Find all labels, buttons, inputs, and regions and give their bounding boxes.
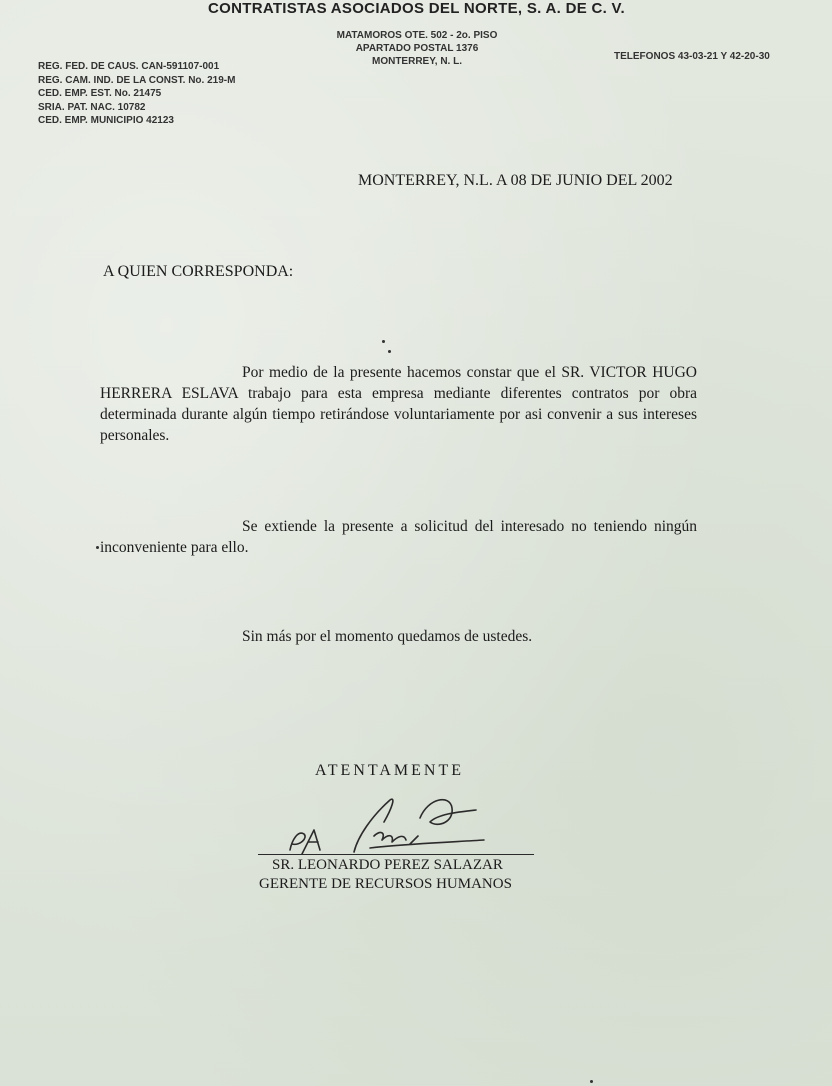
address-line: APARTADO POSTAL 1376	[355, 43, 479, 54]
body-paragraph-1	[100, 362, 697, 446]
registry-line: REG. CAM. IND. DE LA CONST. No. 219-M	[38, 74, 236, 86]
body-paragraph-3: Sin más por el momento quedamos de ustedes.	[242, 628, 533, 645]
paragraph-text: Por medio de la presente hacemos constar que el SR. VICTOR HUGO HERRERA ESLAVA trabajo para esta empresa mediante diferentes contratos por obra determinada durante algún tiempo retirándose voluntariamente por asi convenir a sus intereses personales.	[100, 364, 697, 444]
address-line: MONTERREY, N. L.	[371, 56, 462, 67]
paper-speck	[590, 1080, 593, 1083]
salutation: A QUIEN CORRESPONDA:	[103, 263, 294, 280]
registry-line: CED. EMP. MUNICIPIO 42123	[38, 115, 174, 127]
registry-line: CED. EMP. EST. No. 21475	[38, 88, 162, 100]
address-line: MATAMOROS OTE. 502 - 2o. PISO	[336, 30, 498, 41]
registry-line: SRIA. PAT. NAC. 10782	[38, 101, 146, 113]
closing: ATENTAMENTE	[315, 762, 465, 779]
signature-line	[258, 854, 534, 855]
registry-block	[38, 60, 235, 128]
paper-speck	[96, 546, 99, 549]
signer-name: SR. LEONARDO PEREZ SALAZAR	[272, 857, 503, 873]
company-name: CONTRATISTAS ASOCIADOS DEL NORTE, S. A. DE C. V.	[208, 0, 625, 17]
letter-date: MONTERREY, N.L. A 08 DE JUNIO DEL 2002	[358, 172, 673, 189]
handwritten-signature	[262, 778, 492, 858]
paper-speck	[388, 350, 391, 353]
signer-title: GERENTE DE RECURSOS HUMANOS	[259, 876, 512, 892]
company-address	[312, 29, 522, 68]
company-phones: TELEFONOS 43-03-21 Y 42-20-30	[614, 51, 770, 62]
registry-line: REG. FED. DE CAUS. CAN-591107-001	[38, 61, 220, 72]
paragraph-text: Se extiende la presente a solicitud del interesado no teniendo ningún inconveniente para ello.	[100, 518, 697, 556]
body-paragraph-2	[100, 516, 697, 558]
paper-speck	[382, 340, 385, 343]
